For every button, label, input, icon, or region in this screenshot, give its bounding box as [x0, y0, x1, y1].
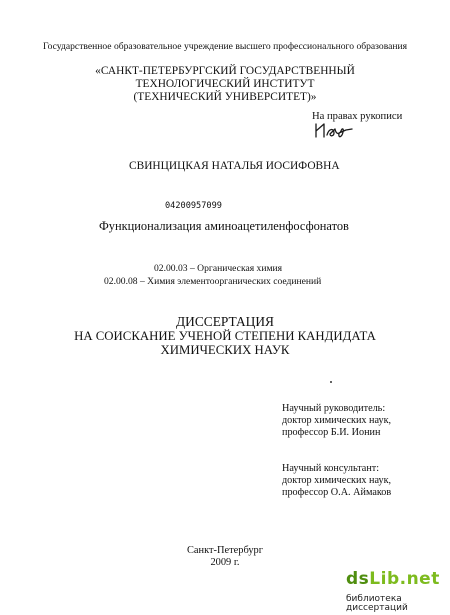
dslib-logo-lib: Lib.net: [369, 569, 440, 589]
speck-mark: [330, 381, 332, 383]
document-type-line-2: НА СОИСКАНИЕ УЧЕНОЙ СТЕПЕНИ КАНДИДАТА: [74, 329, 376, 343]
dslib-subtitle: библиотека диссертаций: [346, 594, 408, 613]
year-line: 2009 г.: [210, 557, 240, 568]
organization-line: Государственное образовательное учреждение высшего профессионального образования: [42, 41, 408, 52]
consultant-degree: доктор химических наук,: [282, 475, 392, 486]
consultant-name: профессор О.А. Аймаков: [282, 487, 392, 498]
specialty-line-2: 02.00.08 – Химия элементоорганических соединений: [104, 276, 322, 287]
supervisor-degree: доктор химических наук,: [282, 415, 392, 426]
specialty-line-1: 02.00.03 – Органическая химия: [154, 263, 283, 274]
manuscript-note: На правах рукописи: [312, 111, 403, 122]
institute-line-3: (ТЕХНИЧЕСКИЙ УНИВЕРСИТЕТ)»: [133, 91, 317, 103]
dissertation-title: Функционализация аминоацетиленфосфонатов: [99, 219, 349, 233]
city-line: Санкт-Петербург: [186, 545, 264, 556]
consultant-role: Научный консультант:: [282, 463, 380, 474]
author-name: СВИНЦИЦКАЯ НАТАЛЬЯ ИОСИФОВНА: [129, 160, 340, 172]
signature-icon: [312, 120, 360, 142]
supervisor-name: профессор Б.И. Ионин: [282, 427, 381, 438]
institute-line-2: ТЕХНОЛОГИЧЕСКИЙ ИНСТИТУТ: [135, 78, 315, 90]
dslib-watermark: [346, 571, 450, 615]
document-type-heading: ДИССЕРТАЦИЯ: [176, 314, 274, 329]
dslib-logo: [346, 571, 440, 588]
supervisor-role: Научный руководитель:: [282, 403, 386, 414]
dslib-logo-ds: ds: [346, 569, 370, 589]
document-code: 04200957099: [165, 201, 222, 211]
institute-line-1: «САНКТ-ПЕТЕРБУРГСКИЙ ГОСУДАРСТВЕННЫЙ: [95, 65, 355, 77]
document-type-line-3: ХИМИЧЕСКИХ НАУК: [160, 343, 290, 357]
